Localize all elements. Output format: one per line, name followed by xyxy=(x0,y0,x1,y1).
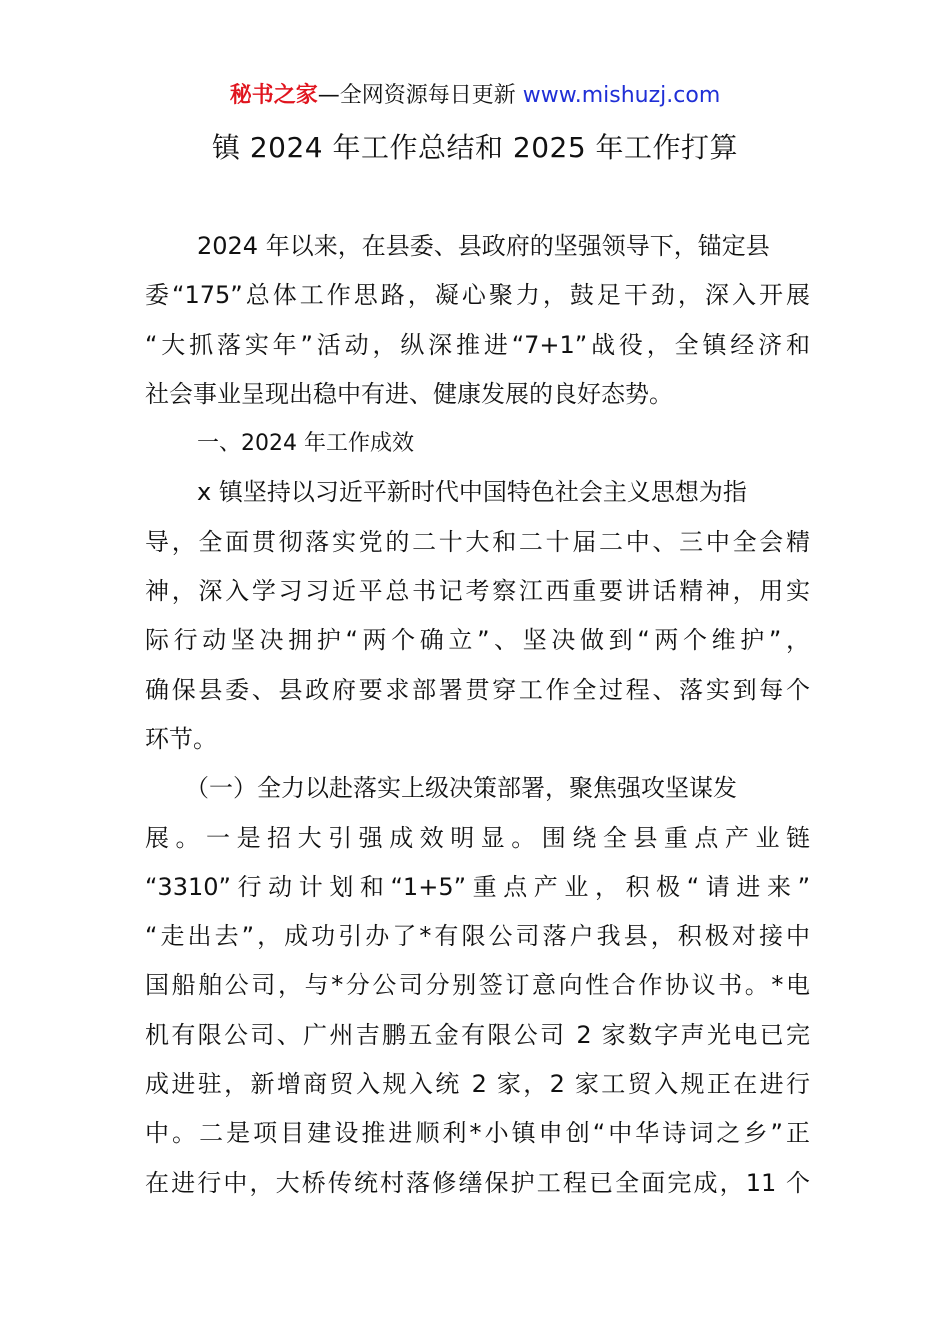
site-brand: 秘书之家 xyxy=(229,83,318,108)
text-line: 展。一是招大引强成效明显。围绕全县重点产业链 xyxy=(145,823,810,852)
text-line: 环节。 xyxy=(145,724,217,753)
text-line: 委“175”总体工作思路，凝心聚力，鼓足干劲，深入开展 xyxy=(145,281,810,310)
site-url[interactable]: www.mishuzj.com xyxy=(522,83,721,108)
text-line: 社会事业呈现出稳中有进、健康发展的良好态势。 xyxy=(145,379,673,408)
text-line: 2024 年以来，在县委、县政府的坚强领导下，锚定县 xyxy=(197,232,770,260)
text-line: “走出去”，成功引办了*有限公司落户我县，积极对接中 xyxy=(145,922,810,951)
text-line: 确保县委、县政府要求部署贯穿工作全过程、落实到每个 xyxy=(145,675,810,704)
document-body xyxy=(145,222,810,1208)
text-line: x 镇坚持以习近平新时代中国特色社会主义思想为指 xyxy=(197,478,747,507)
text-line: 成进驻，新增商贸入规入统 2 家，2 家工贸入规正在进行 xyxy=(145,1070,810,1099)
site-tagline: —全网资源每日更新 xyxy=(317,83,523,108)
text-line: 际行动坚决拥护“两个确立”、坚决做到“两个维护”， xyxy=(145,626,810,655)
subsection-heading: （一）全力以赴落实上级决策部署，聚焦强攻坚谋发 xyxy=(185,774,737,803)
text-line: “3310”行动计划和“1+5”重点产业，积极“请进来” xyxy=(145,872,810,901)
text-line: 在进行中，大桥传统村落修缮保护工程已全面完成，11 个 xyxy=(145,1168,810,1197)
text-line: 神，深入学习习近平总书记考察江西重要讲话精神，用实 xyxy=(145,577,810,606)
text-line: “大抓落实年”活动，纵深推进“7+1”战役，全镇经济和 xyxy=(145,330,810,359)
document-title: 镇 2024 年工作总结和 2025 年工作打算 xyxy=(211,131,739,164)
text-line: 中。二是项目建设推进顺利*小镇申创“中华诗词之乡”正 xyxy=(145,1119,810,1148)
text-line: 机有限公司、广州吉鹏五金有限公司 2 家数字声光电已完 xyxy=(145,1020,810,1049)
site-header xyxy=(0,80,950,112)
text-line: 导，全面贯彻落实党的二十大和二十届二中、三中全会精 xyxy=(145,527,810,556)
section-heading: 一、2024 年工作成效 xyxy=(197,431,414,457)
text-line: 国船舶公司，与*分公司分别签订意向性合作协议书。*电 xyxy=(145,971,810,1000)
